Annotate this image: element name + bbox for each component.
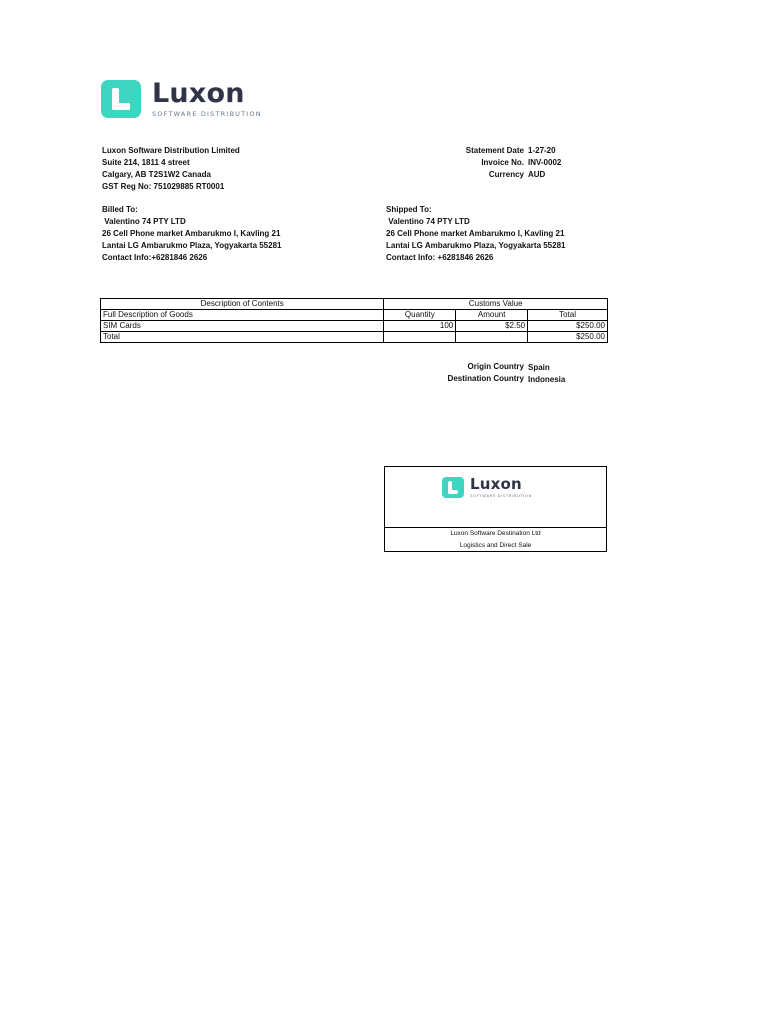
stamp-logo-tagline: SOFTWARE DISTRIBUTION <box>470 493 533 499</box>
currency-label: Currency <box>488 170 524 179</box>
header-customs-value: Customs Value <box>384 299 608 310</box>
column-quantity: Quantity <box>384 310 456 321</box>
row-quantity: 100 <box>384 321 456 332</box>
row-amount: $2.50 <box>456 321 528 332</box>
table-row <box>101 321 608 332</box>
shipped-to-name: Valentino 74 PTY LTD <box>386 217 470 226</box>
statement-date-label: Statement Date <box>465 146 524 155</box>
company-logo <box>101 80 262 118</box>
invoice-number-label: Invoice No. <box>481 158 524 167</box>
row-description: SIM Cards <box>101 321 384 332</box>
column-goods: Full Description of Goods <box>101 310 384 321</box>
total-empty-cell <box>456 332 528 343</box>
company-gst: GST Reg No: 751029885 RT0001 <box>102 182 225 191</box>
row-total: $250.00 <box>528 321 608 332</box>
luxon-logo-icon <box>442 477 464 498</box>
billed-to-name: Valentino 74 PTY LTD <box>102 217 186 226</box>
origin-country-label: Origin Country <box>467 362 524 371</box>
total-value: $250.00 <box>528 332 608 343</box>
table-total-row <box>101 332 608 343</box>
shipped-to-address-line2: Lantai LG Ambarukmo Plaza, Yogyakarta 55281 <box>386 241 566 250</box>
column-amount: Amount <box>456 310 528 321</box>
company-name: Luxon Software Distribution Limited <box>102 146 240 155</box>
origin-country-value: Spain <box>528 363 550 372</box>
luxon-logo-icon <box>101 80 141 118</box>
statement-date-value: 1-27-20 <box>528 146 556 155</box>
invoice-number-value: INV-0002 <box>528 158 562 167</box>
shipped-to-label: Shipped To: <box>386 205 432 214</box>
header-description-of-contents: Description of Contents <box>101 299 384 310</box>
stamp-logo-area <box>385 467 606 528</box>
logo-tagline: SOFTWARE DISTRIBUTION <box>152 110 262 119</box>
column-total: Total <box>528 310 608 321</box>
company-address-line1: Suite 214, 1811 4 street <box>102 158 190 167</box>
billed-to-address-line1: 26 Cell Phone market Ambarukmo I, Kavling 21 <box>102 229 281 238</box>
company-stamp-box <box>384 466 607 552</box>
goods-table <box>100 298 608 343</box>
billed-to-contact: Contact Info:+6281846 2626 <box>102 253 208 262</box>
total-empty-cell <box>384 332 456 343</box>
destination-country-value: Indonesia <box>528 375 566 384</box>
billed-to-address-line2: Lantai LG Ambarukmo Plaza, Yogyakarta 55281 <box>102 241 282 250</box>
stamp-service-line: Logistics and Direct Sale <box>459 542 532 549</box>
shipped-to-address-line1: 26 Cell Phone market Ambarukmo I, Kavling 21 <box>386 229 565 238</box>
stamp-logo <box>442 477 532 498</box>
stamp-company-line: Luxon Software Destination Ltd <box>450 530 541 537</box>
shipped-to-contact: Contact Info: +6281846 2626 <box>386 253 494 262</box>
currency-value: AUD <box>528 170 546 179</box>
stamp-logo-name: Luxon <box>470 475 522 494</box>
destination-country-label: Destination Country <box>447 374 524 383</box>
company-address-line2: Calgary, AB T2S1W2 Canada <box>102 170 211 179</box>
total-label: Total <box>101 332 384 343</box>
table-header-row <box>101 299 608 310</box>
billed-to-label: Billed To: <box>102 205 138 214</box>
logo-name: Luxon <box>152 78 245 110</box>
table-column-row <box>101 310 608 321</box>
